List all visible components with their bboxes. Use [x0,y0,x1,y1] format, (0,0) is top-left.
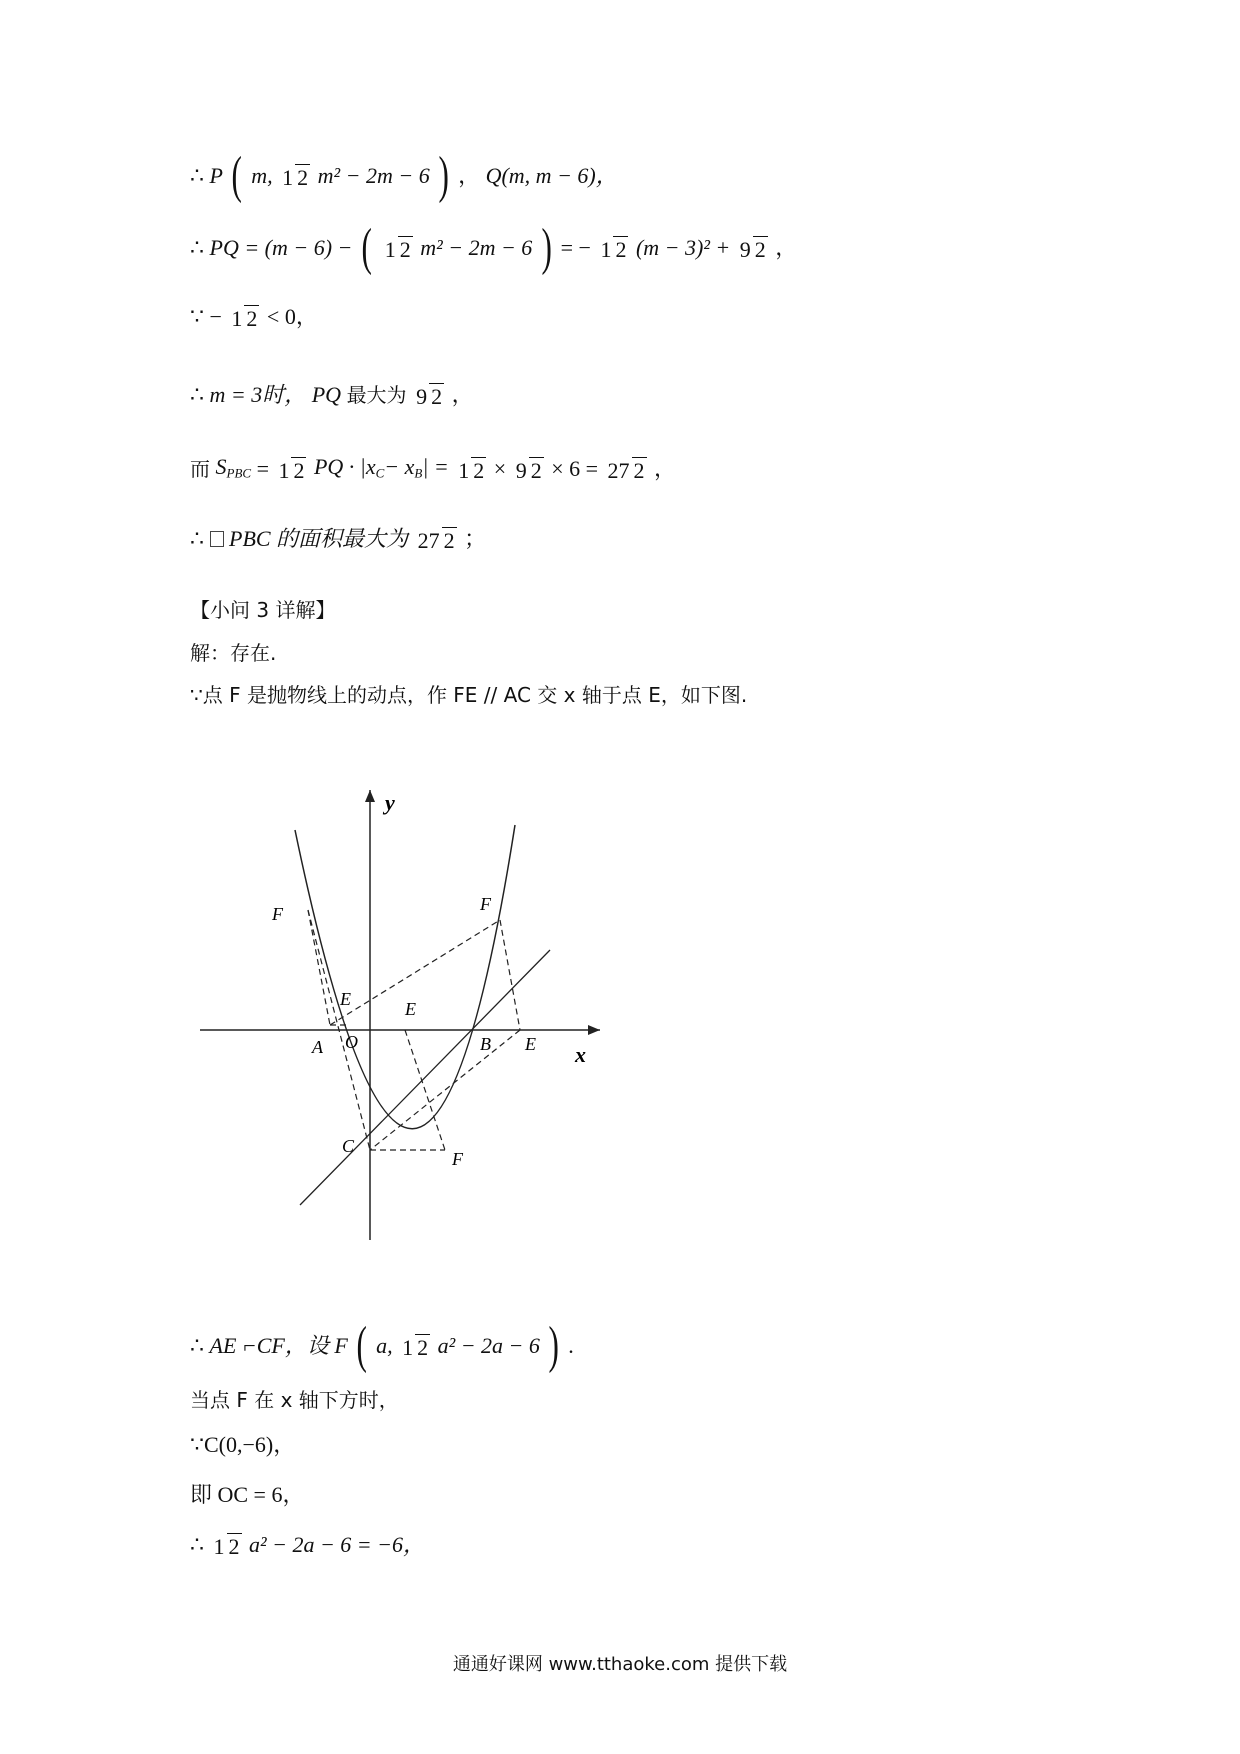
parabola-curve [295,825,515,1129]
line-pq-max: ∴ m = 3时， PQ 最大为 9 2 ， [190,381,474,410]
section-title: 【小问 3 详解】 [190,598,336,622]
construction-line: ∵点 F 是抛物线上的动点，作 FE // AC 交 x 轴于点 E，如下图. [190,683,748,707]
answer-line: 解：存在. [190,641,277,665]
line-area-max: ∴ PBC 的面积最大为 27 2 ； [190,525,487,554]
label-e-left: E [340,989,351,1009]
label-x: x [575,1042,586,1067]
line-coefficient-negative: ∵ − 1 2 < 0， [190,303,318,332]
label-a: A [312,1037,323,1057]
line-bc [300,950,550,1205]
label-f-bottom: F [452,1149,463,1169]
line-area-computation: 而 $S_{PBC} = 1$ 2 PQ · $|x_C- x_B| = 1$ 2 × 9 2 × 6 = 27 2 ， [190,453,677,484]
parabola-figure [190,770,630,1240]
line-equation-a: ∴ 1 2 a² − 2a − 6 = −6， [190,1531,425,1560]
label-f-right: F [480,894,491,914]
line-p-coordinates: ∴ P ( m, 1 2 m² − 2m − 6 ) ， Q(m, m − 6)， [190,147,618,204]
line-oc: 即 OC = 6， [190,1482,305,1507]
label-o: O [345,1032,358,1052]
label-c: C [342,1136,355,1156]
line-c-coord: ∵C(0,−6)， [190,1432,296,1457]
label-b: B [480,1034,491,1054]
label-f-left: F [272,904,283,924]
line-set-f: ∴ AE ⌐CF，设 F ( a, 1 2 a² − 2a − 6 ) . [190,1317,574,1374]
label-y: y [385,790,395,815]
label-e-right: E [525,1034,536,1054]
line-pq-expression: ∴ PQ = (m − 6) − ( 1 2 m² − 2m − 6 ) = − 1 2 (m − 3)² + 9 2 ， [190,219,798,276]
case-below-axis: 当点 F 在 x 轴下方时， [190,1388,399,1412]
label-e-mid: E [405,999,416,1019]
footer-source: 通通好课网 www.tthaoke.com 提供下载 [452,1654,788,1675]
